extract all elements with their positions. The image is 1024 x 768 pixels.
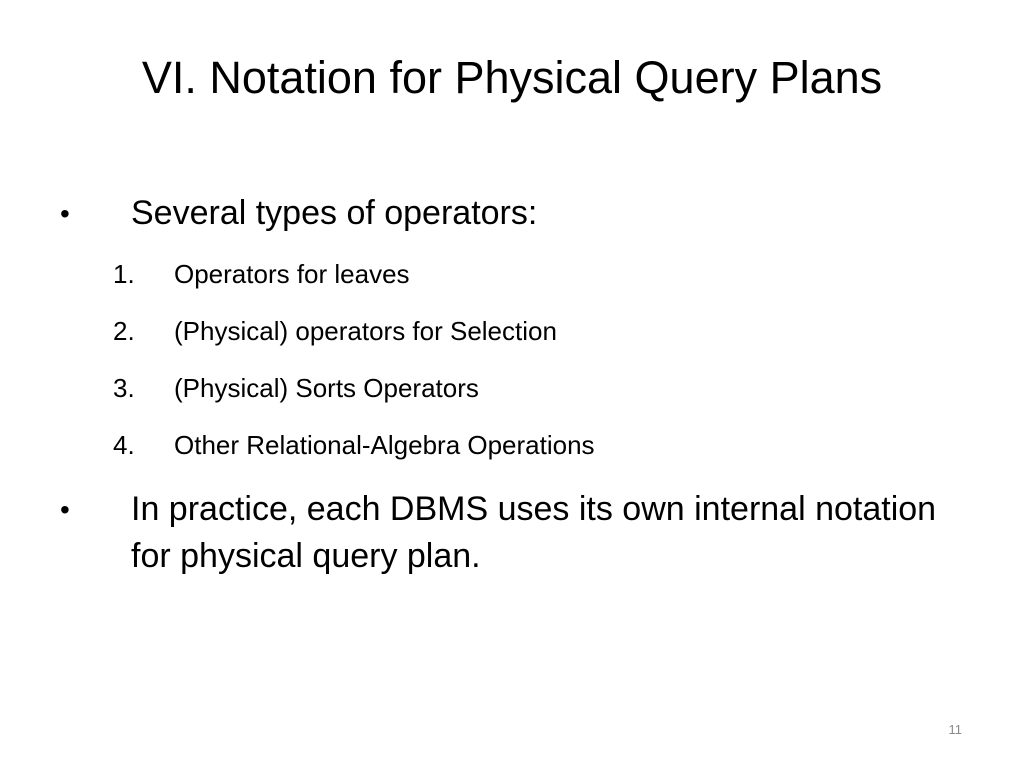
bullet-marker: •	[60, 198, 70, 229]
numbered-item	[0, 370, 1024, 410]
item-text: (Physical) Sorts Operators	[174, 373, 479, 403]
numbered-item	[0, 313, 1024, 353]
item-number: 1.	[113, 259, 135, 289]
page-number: 11	[948, 722, 962, 737]
numbered-item	[0, 427, 1024, 467]
numbered-item	[0, 256, 1024, 296]
item-text: (Physical) operators for Selection	[174, 316, 557, 346]
item-number: 2.	[113, 316, 135, 346]
bullet-text: In practice, each DBMS uses its own internal notation for physical query plan.	[131, 490, 937, 575]
bullet-marker: •	[60, 494, 70, 525]
bullet-text: Several types of operators:	[131, 194, 538, 232]
item-text: Other Relational-Algebra Operations	[174, 430, 595, 460]
item-number: 4.	[113, 430, 135, 460]
item-text: Operators for leaves	[174, 259, 410, 289]
item-number: 3.	[113, 373, 135, 403]
slide-title: VI. Notation for Physical Query Plans	[141, 52, 883, 103]
